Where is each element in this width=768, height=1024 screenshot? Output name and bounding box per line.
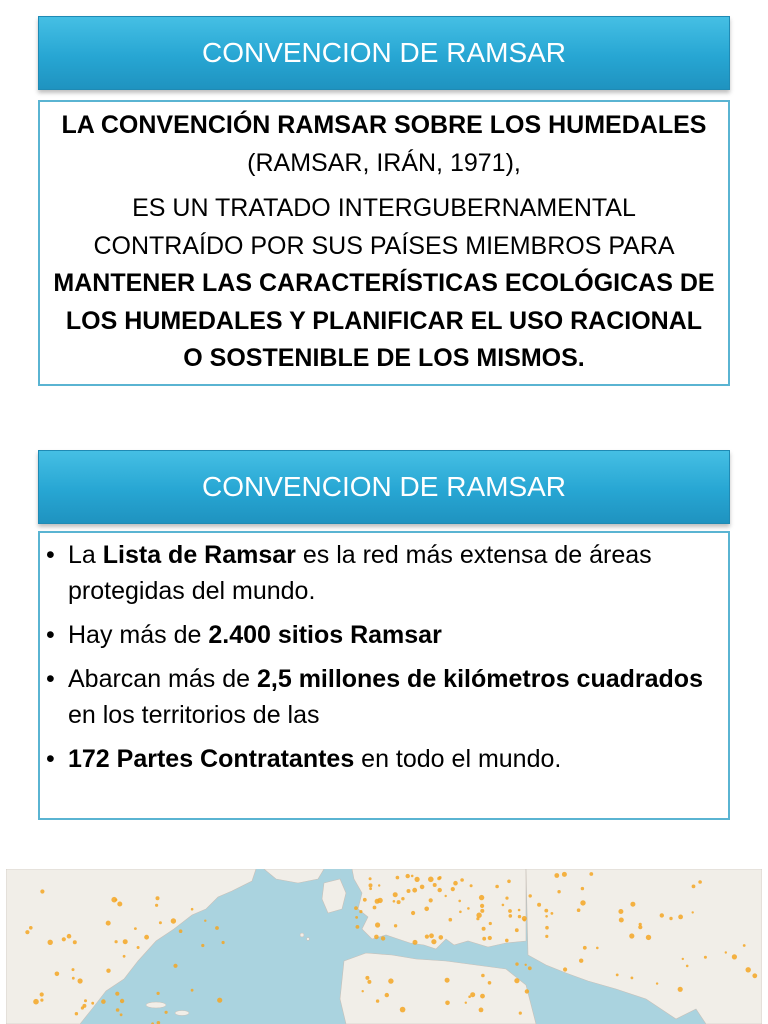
ramsar-site-marker <box>678 987 683 992</box>
ramsar-site-marker <box>460 878 464 882</box>
ramsar-site-marker <box>354 906 358 910</box>
ramsar-site-marker <box>495 885 499 889</box>
ramsar-site-marker <box>515 928 519 932</box>
ramsar-site-marker <box>106 921 111 926</box>
ramsar-site-marker <box>433 883 437 887</box>
ramsar-site-marker <box>406 874 410 878</box>
ramsar-site-marker <box>577 908 581 912</box>
ramsar-site-marker <box>518 915 521 918</box>
ramsar-site-marker <box>217 998 222 1003</box>
definition-line-4: CONTRAÍDO POR SUS PAÍSES MIEMBROS PARA <box>93 231 675 260</box>
ramsar-site-marker <box>401 897 404 900</box>
ramsar-site-marker <box>376 999 379 1002</box>
ramsar-site-marker <box>545 935 548 938</box>
ramsar-site-marker <box>431 939 436 944</box>
ramsar-site-marker <box>459 911 462 914</box>
ramsar-site-marker <box>396 876 400 880</box>
ramsar-site-marker <box>411 911 415 915</box>
ramsar-site-marker <box>507 880 511 884</box>
ramsar-site-marker <box>545 926 549 930</box>
ramsar-site-marker <box>356 925 360 929</box>
ramsar-site-marker <box>400 1007 406 1013</box>
ramsar-site-marker <box>72 977 75 980</box>
ramsar-site-marker <box>157 992 160 995</box>
ramsar-site-marker <box>359 910 362 913</box>
definition-line-6: LOS HUMEDALES Y PLANIFICAR EL USO RACIONAL <box>65 306 703 335</box>
ramsar-site-marker <box>704 956 707 959</box>
ramsar-site-marker <box>732 954 737 959</box>
ramsar-site-marker <box>678 915 683 920</box>
ramsar-site-marker <box>394 924 397 927</box>
ramsar-site-marker <box>523 919 526 922</box>
ramsar-site-marker <box>134 927 137 930</box>
ramsar-site-marker <box>583 946 587 950</box>
ramsar-site-marker <box>482 937 486 941</box>
ramsar-site-marker <box>476 913 481 918</box>
ramsar-site-marker <box>62 937 66 941</box>
ramsar-site-marker <box>480 904 484 908</box>
ramsar-site-marker <box>374 935 379 940</box>
ramsar-site-marker <box>551 912 554 915</box>
ramsar-site-marker <box>482 927 486 931</box>
ramsar-site-marker <box>415 877 420 882</box>
ramsar-site-marker <box>616 974 619 977</box>
ramsar-site-marker <box>488 936 492 940</box>
ramsar-site-marker <box>375 922 380 927</box>
ramsar-site-marker <box>407 889 411 893</box>
ramsar-site-marker <box>84 999 87 1002</box>
ramsar-site-marker <box>428 877 434 883</box>
ramsar-site-marker <box>437 877 441 881</box>
ramsar-site-marker <box>72 968 75 971</box>
ramsar-site-marker <box>101 999 106 1004</box>
ramsar-site-marker <box>629 933 634 938</box>
ramsar-site-marker <box>424 907 429 912</box>
ramsar-site-marker <box>514 978 519 983</box>
fact-item: • La Lista de Ramsar es la red más extensa de áreas protegidas del mundo. <box>46 537 718 609</box>
ramsar-site-marker <box>563 967 567 971</box>
section2-title-banner <box>38 450 730 524</box>
ramsar-site-marker <box>554 873 559 878</box>
ramsar-site-marker <box>481 974 485 978</box>
definition-line-5: MANTENER LAS CARACTERÍSTICAS ECOLÓGICAS DE <box>53 269 715 297</box>
definition-line-2: (RAMSAR, IRÁN, 1971), <box>247 148 521 177</box>
ramsar-site-marker <box>619 918 624 923</box>
ramsar-site-marker <box>682 958 684 960</box>
ramsar-site-marker <box>458 900 461 903</box>
ramsar-site-marker <box>698 880 702 884</box>
definition-line-7: O SOSTENIBLE DE LOS MISMOS. <box>183 344 585 372</box>
ramsar-site-marker <box>669 917 672 920</box>
ramsar-site-marker <box>369 887 372 890</box>
ramsar-site-marker <box>165 1011 168 1014</box>
ramsar-site-marker <box>179 929 183 933</box>
ramsar-site-marker <box>589 872 593 876</box>
ramsar-site-marker <box>746 967 751 972</box>
ramsar-site-marker <box>67 934 72 939</box>
ramsar-site-marker <box>618 909 623 914</box>
ramsar-site-marker <box>411 875 414 878</box>
ramsar-site-marker <box>562 872 567 877</box>
ramsar-site-marker <box>525 964 527 966</box>
ramsar-site-marker <box>55 972 60 977</box>
ramsar-site-marker <box>429 933 434 938</box>
ramsar-site-marker <box>373 906 377 910</box>
ramsar-site-marker <box>33 999 39 1005</box>
ramsar-site-marker <box>144 935 149 940</box>
ramsar-site-marker <box>171 918 176 923</box>
ramsar-site-marker <box>377 898 382 903</box>
ramsar-site-marker <box>117 902 122 907</box>
ramsar-site-marker <box>40 992 44 996</box>
ramsar-site-marker <box>388 978 393 983</box>
ramsar-site-marker <box>123 939 128 944</box>
ramsar-site-marker <box>367 980 371 984</box>
definition-box <box>38 100 730 386</box>
ramsar-site-marker <box>412 888 417 893</box>
ramsar-site-marker <box>363 898 367 902</box>
ramsar-site-marker <box>529 894 532 897</box>
british-isles <box>322 879 346 913</box>
ramsar-site-marker <box>519 1012 522 1015</box>
ramsar-site-marker <box>355 916 358 919</box>
definition-line-1: LA CONVENCIÓN RAMSAR SOBRE LOS HUMEDALES <box>61 111 707 139</box>
ramsar-site-marker <box>557 890 560 893</box>
facts-list <box>46 537 718 777</box>
ramsar-site-marker <box>115 992 119 996</box>
ramsar-site-marker <box>362 990 364 992</box>
ramsar-site-marker <box>449 918 453 922</box>
ramsar-site-marker <box>445 1001 450 1006</box>
section1-title: CONVENCION DE RAMSAR <box>201 37 567 68</box>
ramsar-site-marker <box>120 1013 123 1016</box>
ramsar-site-marker <box>596 947 599 950</box>
ramsar-site-marker <box>479 1008 484 1013</box>
fact-item: • Abarcan más de 2,5 millones de kilómetros cuadrados en los territorios de las <box>46 661 718 733</box>
ramsar-site-marker <box>173 964 177 968</box>
ramsar-site-marker <box>222 941 225 944</box>
ramsar-site-marker <box>385 993 389 997</box>
ramsar-site-marker <box>191 908 194 911</box>
ramsar-site-marker <box>509 914 513 918</box>
ramsar-site-marker <box>420 885 425 890</box>
ramsar-site-marker <box>467 907 470 910</box>
ramsar-site-marker <box>725 951 727 953</box>
ramsar-site-marker <box>155 904 158 907</box>
ramsar-site-marker <box>413 940 418 945</box>
ramsar-site-marker <box>25 930 29 934</box>
ramsar-site-marker <box>393 892 398 897</box>
ramsar-site-marker <box>120 999 124 1003</box>
ramsar-site-marker <box>581 887 584 890</box>
ramsar-site-marker <box>115 940 118 943</box>
ramsar-site-marker <box>692 911 694 913</box>
section1-title-banner <box>38 16 730 90</box>
ramsar-site-marker <box>686 965 689 968</box>
ramsar-site-marker <box>470 884 473 887</box>
ramsar-site-marker <box>465 1002 467 1004</box>
ramsar-site-marker <box>505 897 508 900</box>
ramsar-sites-map <box>6 869 762 1024</box>
ramsar-site-marker <box>73 940 77 944</box>
ramsar-site-marker <box>439 935 444 940</box>
ramsar-site-marker <box>111 897 117 903</box>
ramsar-site-marker <box>369 877 372 880</box>
ramsar-site-marker <box>656 982 658 984</box>
ramsar-site-marker <box>480 994 485 999</box>
ramsar-site-marker <box>445 978 450 983</box>
ramsar-site-marker <box>508 909 512 913</box>
ramsar-site-marker <box>365 976 369 980</box>
ramsar-site-marker <box>29 926 33 930</box>
ramsar-site-marker <box>425 935 429 939</box>
ramsar-site-marker <box>545 915 548 918</box>
ramsar-site-marker <box>479 895 484 900</box>
facts-box <box>38 531 730 820</box>
ramsar-site-marker <box>743 944 746 947</box>
ramsar-site-marker <box>137 946 140 949</box>
ramsar-site-marker <box>518 909 521 912</box>
ramsar-site-marker <box>215 926 219 930</box>
ramsar-site-marker <box>91 1002 94 1005</box>
ramsar-site-marker <box>159 921 162 924</box>
ramsar-site-marker <box>630 902 635 907</box>
ramsar-site-marker <box>201 944 204 947</box>
ramsar-site-marker <box>156 896 160 900</box>
ramsar-site-marker <box>502 904 505 907</box>
ramsar-site-marker <box>438 888 442 892</box>
ramsar-site-marker <box>638 925 642 929</box>
ramsar-site-marker <box>48 940 53 945</box>
ramsar-site-marker <box>82 1004 86 1008</box>
world-map-image <box>6 869 762 1024</box>
ramsar-site-marker <box>453 881 458 886</box>
caribbean-island <box>175 1011 189 1016</box>
ramsar-site-marker <box>106 969 110 973</box>
ramsar-site-marker <box>580 900 585 905</box>
ramsar-site-marker <box>488 981 492 985</box>
ramsar-site-marker <box>489 922 492 925</box>
ramsar-site-marker <box>505 939 509 943</box>
ramsar-site-marker <box>515 962 518 965</box>
ramsar-site-marker <box>692 885 696 889</box>
atlantic-island <box>307 938 310 941</box>
ramsar-site-marker <box>470 992 475 997</box>
ramsar-site-marker <box>537 903 541 907</box>
ramsar-site-marker <box>369 883 373 887</box>
ramsar-site-marker <box>40 999 43 1002</box>
ramsar-site-marker <box>378 884 380 886</box>
ramsar-site-marker <box>191 989 194 992</box>
ramsar-site-marker <box>525 989 529 993</box>
atlantic-island <box>300 933 304 937</box>
ramsar-site-marker <box>204 920 206 922</box>
ramsar-site-marker <box>397 900 401 904</box>
ramsar-site-marker <box>393 900 396 903</box>
ramsar-site-marker <box>480 909 484 913</box>
ramsar-site-marker <box>544 909 548 913</box>
section2-title: CONVENCION DE RAMSAR <box>201 471 567 502</box>
ramsar-site-marker <box>40 889 44 893</box>
ramsar-site-marker <box>631 977 634 980</box>
ramsar-site-marker <box>381 936 385 940</box>
fact-item: • Hay más de 2.400 sitios Ramsar <box>46 617 718 653</box>
ramsar-site-marker <box>75 1012 78 1015</box>
ramsar-site-marker <box>646 935 651 940</box>
ramsar-site-marker <box>579 959 583 963</box>
ramsar-site-marker <box>123 955 126 958</box>
ramsar-site-marker <box>528 966 532 970</box>
ramsar-site-marker <box>429 898 433 902</box>
ramsar-site-marker <box>78 978 83 983</box>
ramsar-site-marker <box>451 887 455 891</box>
definition-line-3: ES UN TRATADO INTERGUBERNAMENTAL <box>132 194 636 222</box>
caribbean-island <box>146 1002 166 1008</box>
ramsar-site-marker <box>445 895 447 897</box>
fact-item: • 172 Partes Contratantes en todo el mundo. <box>46 741 718 777</box>
ramsar-site-marker <box>468 995 471 998</box>
ramsar-site-marker <box>660 913 664 917</box>
ramsar-site-marker <box>752 973 757 978</box>
ramsar-site-marker <box>116 1008 120 1012</box>
